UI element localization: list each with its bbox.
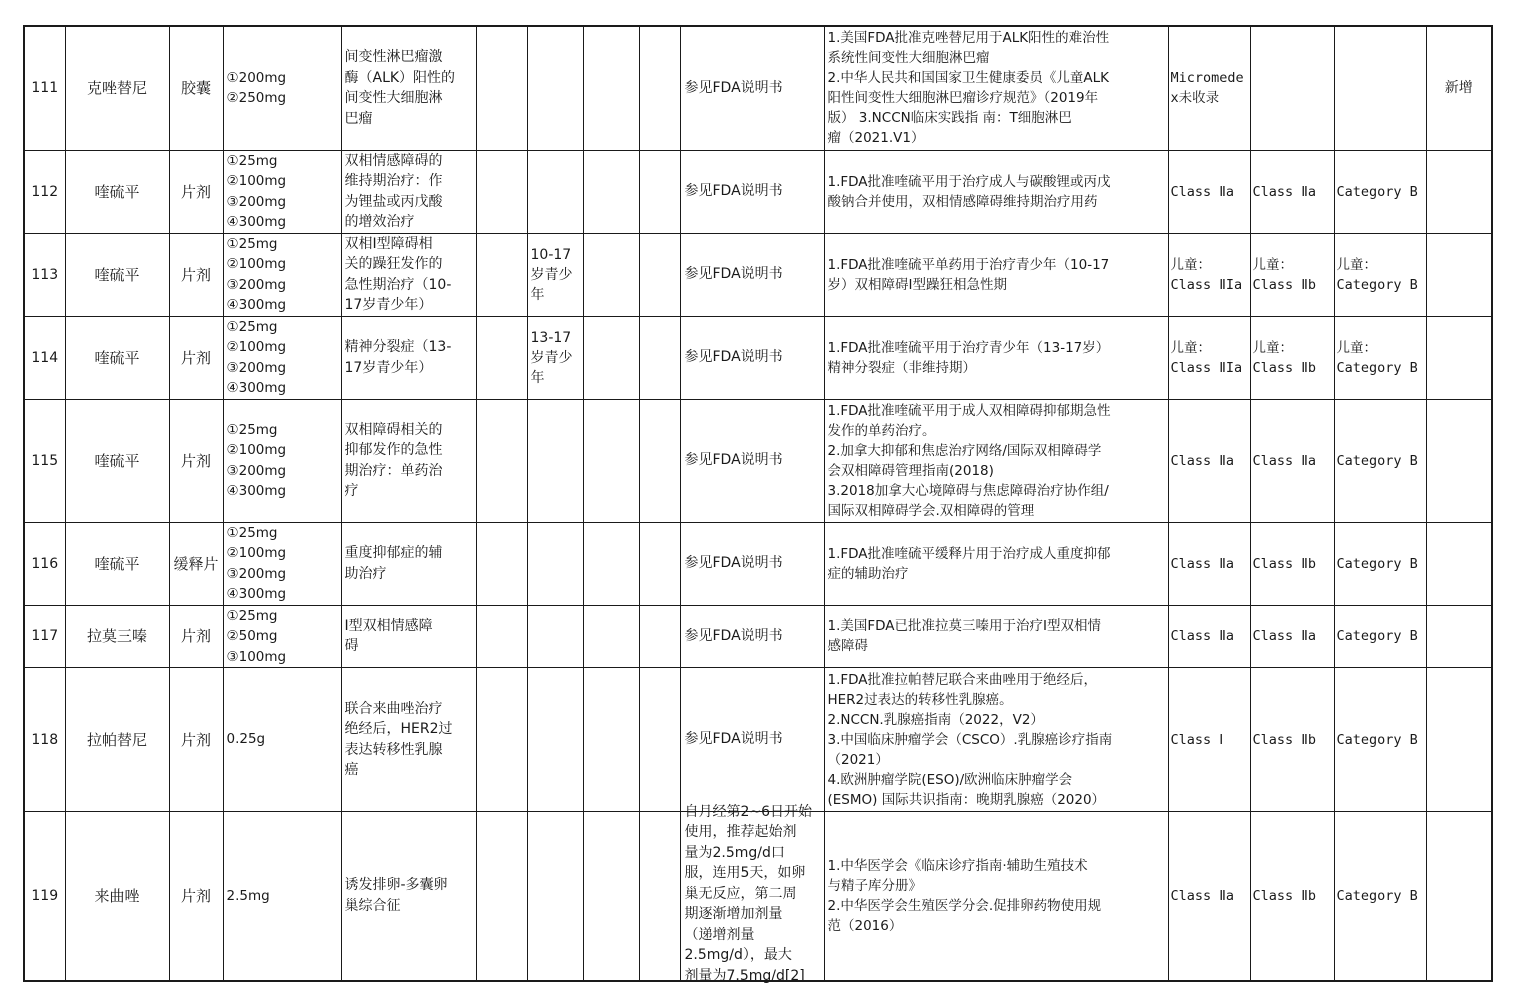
evidence-basis-cell: 1.美国FDA已批准拉莫三嗪用于治疗I型双相情 感障碍 bbox=[824, 605, 1168, 668]
remark-cell bbox=[1426, 605, 1492, 668]
specification-cell: ①25mg ②100mg ③200mg ④300mg bbox=[223, 233, 341, 316]
dosage-form-cell: 胶囊 bbox=[169, 26, 223, 150]
indication-cell: Ⅰ型双相情感障 碍 bbox=[341, 605, 476, 668]
blank-cell-cell bbox=[639, 668, 680, 812]
blank-cell-cell bbox=[476, 399, 527, 522]
specification-cell: ①200mg ②250mg bbox=[223, 26, 341, 150]
efficacy-grade-cell: Micromede x未收录 bbox=[1168, 26, 1250, 150]
efficacy-grade-cell: 儿童： Class ⅡIa bbox=[1168, 233, 1250, 316]
blank-cell-cell bbox=[583, 26, 639, 150]
efficacy-grade-cell: Class Ⅰ bbox=[1168, 668, 1250, 812]
recommendation-category-cell: Category B bbox=[1334, 399, 1426, 522]
table-row bbox=[24, 316, 1492, 399]
table-row bbox=[24, 26, 1492, 150]
dosage-form-cell: 片剂 bbox=[169, 605, 223, 668]
row-number-cell: 118 bbox=[24, 668, 65, 812]
population-cell bbox=[527, 668, 583, 812]
remark-cell bbox=[1426, 399, 1492, 522]
recommendation-category-cell: Category B bbox=[1334, 522, 1426, 605]
blank-cell-cell bbox=[476, 150, 527, 233]
remark-cell: 新增 bbox=[1426, 26, 1492, 150]
blank-cell-cell bbox=[639, 605, 680, 668]
recommendation-category-cell: Category B bbox=[1334, 605, 1426, 668]
efficacy-grade-cell: 儿童： Class ⅡIa bbox=[1168, 316, 1250, 399]
blank-cell-cell bbox=[583, 605, 639, 668]
evidence-strength-cell: Class Ⅱb bbox=[1250, 522, 1334, 605]
evidence-basis-cell: 1.FDA批准拉帕替尼联合来曲唑用于绝经后， HER2过表达的转移性乳腺癌。 2.NCCN.乳腺癌指南（2022，V2） 3.中国临床肿瘤学会（CSCO）.乳腺癌诊疗指南 （2021） 4.欧洲肿瘤学院(ESO)/欧洲临床肿瘤学会 (ESMO) 国际共识指南：晚期乳腺癌（2020） bbox=[824, 668, 1168, 812]
row-number-cell: 113 bbox=[24, 233, 65, 316]
evidence-strength-cell: Class Ⅱa bbox=[1250, 399, 1334, 522]
population-cell bbox=[527, 522, 583, 605]
drug-indication-table bbox=[23, 25, 1493, 982]
drug-name-cell: 来曲唑 bbox=[65, 812, 169, 981]
population-cell: 10-17 岁青少 年 bbox=[527, 233, 583, 316]
table-row bbox=[24, 668, 1492, 812]
blank-cell-cell bbox=[583, 522, 639, 605]
evidence-strength-cell: 儿童： Class Ⅱb bbox=[1250, 316, 1334, 399]
dosage-usage-cell bbox=[680, 803, 824, 984]
evidence-strength-cell bbox=[1250, 26, 1334, 150]
blank-cell-cell bbox=[639, 812, 680, 981]
blank-cell-cell bbox=[639, 399, 680, 522]
row-number-cell: 112 bbox=[24, 150, 65, 233]
dosage-usage-cell: 参见FDA说明书 bbox=[680, 668, 824, 812]
evidence-basis-cell: 1.FDA批准喹硫平用于治疗青少年（13-17岁） 精神分裂症（非维持期） bbox=[824, 316, 1168, 399]
specification-cell: ①25mg ②100mg ③200mg ④300mg bbox=[223, 316, 341, 399]
population-cell: 13-17 岁青少 年 bbox=[527, 316, 583, 399]
blank-cell-cell bbox=[476, 812, 527, 981]
drug-name-cell: 喹硫平 bbox=[65, 399, 169, 522]
blank-cell-cell bbox=[583, 233, 639, 316]
blank-cell-cell bbox=[583, 812, 639, 981]
population-cell bbox=[527, 812, 583, 981]
table-body bbox=[24, 26, 1492, 984]
dosage-form-cell: 缓释片 bbox=[169, 522, 223, 605]
blank-cell-cell bbox=[583, 316, 639, 399]
evidence-basis-cell: 1.FDA批准喹硫平用于治疗成人与碳酸锂或丙戊 酸钠合并使用，双相情感障碍维持期治疗用药 bbox=[824, 150, 1168, 233]
blank-cell-cell bbox=[639, 233, 680, 316]
population-cell bbox=[527, 605, 583, 668]
blank-cell-cell bbox=[639, 150, 680, 233]
specification-cell: ①25mg ②100mg ③200mg ④300mg bbox=[223, 522, 341, 605]
remark-cell bbox=[1426, 812, 1492, 981]
dosage-usage-cell: 参见FDA说明书 bbox=[680, 316, 824, 399]
indication-cell: 重度抑郁症的辅 助治疗 bbox=[341, 522, 476, 605]
recommendation-category-cell: 儿童： Category B bbox=[1334, 316, 1426, 399]
blank-cell-cell bbox=[476, 316, 527, 399]
indication-cell: 联合来曲唑治疗 绝经后，HER2过 表达转移性乳腺 癌 bbox=[341, 668, 476, 812]
row-number-cell: 119 bbox=[24, 812, 65, 981]
remark-cell bbox=[1426, 668, 1492, 812]
evidence-strength-cell: Class Ⅱa bbox=[1250, 150, 1334, 233]
recommendation-category-cell: Category B bbox=[1334, 812, 1426, 981]
table-row bbox=[24, 150, 1492, 233]
population-cell bbox=[527, 26, 583, 150]
blank-cell-cell bbox=[583, 150, 639, 233]
dosage-form-cell: 片剂 bbox=[169, 233, 223, 316]
evidence-basis-cell: 1.中华医学会《临床诊疗指南·辅助生殖技术 与精子库分册》 2.中华医学会生殖医学分会.促排卵药物使用规 范（2016） bbox=[824, 812, 1168, 981]
specification-cell: ①25mg ②100mg ③200mg ④300mg bbox=[223, 399, 341, 522]
table-row bbox=[24, 812, 1492, 981]
drug-name-cell: 喹硫平 bbox=[65, 522, 169, 605]
table-row bbox=[24, 399, 1492, 522]
specification-cell: ①25mg ②50mg ③100mg bbox=[223, 605, 341, 668]
drug-name-cell: 拉莫三嗪 bbox=[65, 605, 169, 668]
remark-cell bbox=[1426, 316, 1492, 399]
row-number-cell: 111 bbox=[24, 26, 65, 150]
efficacy-grade-cell: Class Ⅱa bbox=[1168, 399, 1250, 522]
blank-cell-cell bbox=[583, 399, 639, 522]
indication-cell: 诱发排卵-多囊卵 巢综合征 bbox=[341, 812, 476, 981]
indication-cell: 双相情感障碍的 维持期治疗：作 为锂盐或丙戊酸 的增效治疗 bbox=[341, 150, 476, 233]
dosage-usage-cell: 参见FDA说明书 bbox=[680, 150, 824, 233]
efficacy-grade-cell: Class Ⅱa bbox=[1168, 812, 1250, 981]
recommendation-category-cell: 儿童： Category B bbox=[1334, 233, 1426, 316]
recommendation-category-cell bbox=[1334, 26, 1426, 150]
indication-cell: 双相障碍相关的 抑郁发作的急性 期治疗：单药治 疗 bbox=[341, 399, 476, 522]
specification-cell: 2.5mg bbox=[223, 812, 341, 981]
population-cell bbox=[527, 399, 583, 522]
remark-cell bbox=[1426, 150, 1492, 233]
dosage-text-clip bbox=[684, 803, 821, 984]
efficacy-grade-cell: Class Ⅱa bbox=[1168, 605, 1250, 668]
dosage-usage-cell: 参见FDA说明书 bbox=[680, 522, 824, 605]
recommendation-category-cell: Category B bbox=[1334, 150, 1426, 233]
evidence-strength-cell: Class Ⅱa bbox=[1250, 605, 1334, 668]
indication-cell: 间变性淋巴瘤激 酶（ALK）阳性的 间变性大细胞淋 巴瘤 bbox=[341, 26, 476, 150]
blank-cell-cell bbox=[639, 522, 680, 605]
evidence-basis-cell: 1.FDA批准喹硫平单药用于治疗青少年（10-17 岁）双相障碍Ⅰ型躁狂相急性期 bbox=[824, 233, 1168, 316]
population-cell bbox=[527, 150, 583, 233]
dosage-usage-cell: 参见FDA说明书 bbox=[680, 233, 824, 316]
table-row bbox=[24, 233, 1492, 316]
drug-name-cell: 拉帕替尼 bbox=[65, 668, 169, 812]
blank-cell-cell bbox=[639, 26, 680, 150]
drug-name-cell: 克唑替尼 bbox=[65, 26, 169, 150]
blank-cell-cell bbox=[476, 26, 527, 150]
dosage-form-cell: 片剂 bbox=[169, 668, 223, 812]
drug-name-cell: 喹硫平 bbox=[65, 233, 169, 316]
specification-cell: ①25mg ②100mg ③200mg ④300mg bbox=[223, 150, 341, 233]
blank-cell-cell bbox=[476, 233, 527, 316]
table-row bbox=[24, 522, 1492, 605]
remark-cell bbox=[1426, 522, 1492, 605]
efficacy-grade-cell: Class Ⅱa bbox=[1168, 150, 1250, 233]
dosage-usage-cell: 参见FDA说明书 bbox=[680, 26, 824, 150]
evidence-strength-cell: Class Ⅱb bbox=[1250, 812, 1334, 981]
blank-cell-cell bbox=[476, 668, 527, 812]
drug-name-cell: 喹硫平 bbox=[65, 316, 169, 399]
remark-cell bbox=[1426, 233, 1492, 316]
dosage-usage-cell: 参见FDA说明书 bbox=[680, 399, 824, 522]
blank-cell-cell bbox=[476, 605, 527, 668]
dosage-form-cell: 片剂 bbox=[169, 399, 223, 522]
evidence-basis-cell: 1.FDA批准喹硫平用于成人双相障碍抑郁期急性 发作的单药治疗。 2.加拿大抑郁和焦虑治疗网络/国际双相障碍学 会双相障碍管理指南(2018) 3.2018加拿大心境障碍与焦虑障碍治疗协作组/ 国际双相障碍学会.双相障碍的管理 bbox=[824, 399, 1168, 522]
dosage-form-cell: 片剂 bbox=[169, 150, 223, 233]
indication-cell: 精神分裂症（13- 17岁青少年） bbox=[341, 316, 476, 399]
table-row bbox=[24, 605, 1492, 668]
row-number-cell: 114 bbox=[24, 316, 65, 399]
blank-cell-cell bbox=[476, 522, 527, 605]
drug-name-cell: 喹硫平 bbox=[65, 150, 169, 233]
efficacy-grade-cell: Class Ⅱa bbox=[1168, 522, 1250, 605]
blank-cell-cell bbox=[639, 316, 680, 399]
specification-cell: 0.25g bbox=[223, 668, 341, 812]
evidence-strength-cell: Class Ⅱb bbox=[1250, 668, 1334, 812]
row-number-cell: 117 bbox=[24, 605, 65, 668]
row-number-cell: 115 bbox=[24, 399, 65, 522]
evidence-strength-cell: 儿童： Class Ⅱb bbox=[1250, 233, 1334, 316]
dosage-form-cell: 片剂 bbox=[169, 812, 223, 981]
dosage-text: 自月经第2~6日开始 使用，推荐起始剂 量为2.5mg/d口 服，连用5天，如卵 巢无反应，第二周 期逐渐增加剂量 （递增剂量 2.5mg/d），最大 剂量为7.5mg/d[2] bbox=[684, 803, 813, 984]
evidence-basis-cell: 1.FDA批准喹硫平缓释片用于治疗成人重度抑郁 症的辅助治疗 bbox=[824, 522, 1168, 605]
evidence-basis-cell: 1.美国FDA批准克唑替尼用于ALK阳性的难治性 系统性间变性大细胞淋巴瘤 2.中华人民共和国国家卫生健康委员《儿童ALK 阳性间变性大细胞淋巴瘤诊疗规范》（2019年 版） 3.NCCN临床实践指 南：T细胞淋巴 瘤（2021.V1） bbox=[824, 26, 1168, 150]
row-number-cell: 116 bbox=[24, 522, 65, 605]
recommendation-category-cell: Category B bbox=[1334, 668, 1426, 812]
indication-cell: 双相Ⅰ型障碍相 关的躁狂发作的 急性期治疗（10- 17岁青少年） bbox=[341, 233, 476, 316]
dosage-usage-cell: 参见FDA说明书 bbox=[680, 605, 824, 668]
dosage-form-cell: 片剂 bbox=[169, 316, 223, 399]
blank-cell-cell bbox=[583, 668, 639, 812]
